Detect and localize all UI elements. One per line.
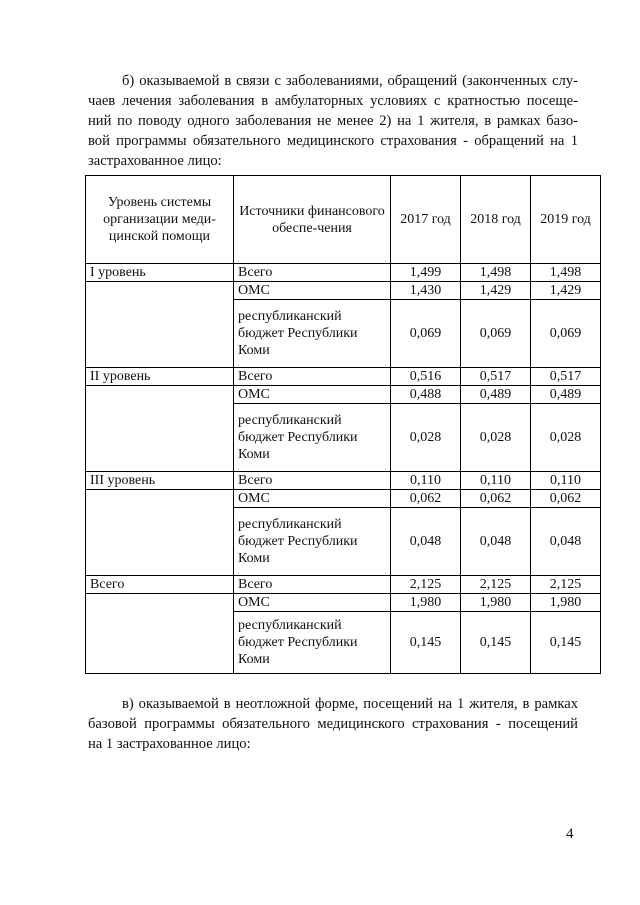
source-cell: республиканский бюджет Республики Коми: [234, 404, 391, 472]
value-2017: 0,145: [391, 612, 461, 674]
value-2017: 0,488: [391, 386, 461, 404]
value-2019: 1,429: [531, 282, 601, 300]
value-2018: 0,517: [461, 368, 531, 386]
value-2019: 0,069: [531, 300, 601, 368]
value-2018: 1,980: [461, 594, 531, 612]
header-2019: 2019 год: [531, 176, 601, 264]
value-2017: 1,980: [391, 594, 461, 612]
source-cell: Всего: [234, 576, 391, 594]
table-row: [86, 594, 601, 612]
value-2018: 0,069: [461, 300, 531, 368]
value-2017: 0,516: [391, 368, 461, 386]
level-cell: I уровень: [86, 264, 234, 282]
header-source: Источники финансового обеспе-чения: [234, 176, 391, 264]
table-row: [86, 368, 601, 386]
value-2018: 0,110: [461, 472, 531, 490]
value-2017: 0,062: [391, 490, 461, 508]
source-cell: Всего: [234, 264, 391, 282]
value-2018: 0,062: [461, 490, 531, 508]
paragraph-b-line: вой программы обязательного медицинского страхования - обращений на 1: [88, 133, 578, 149]
paragraph-c-line: на 1 застрахованное лицо:: [88, 736, 251, 752]
level-cell: II уровень: [86, 368, 234, 386]
level-cell: Всего: [86, 576, 234, 594]
paragraph-c-line: в) оказываемой в неотложной форме, посещений на 1 жителя, в рамках: [122, 696, 578, 712]
level-cell-empty: [86, 594, 234, 674]
value-2019: 0,145: [531, 612, 601, 674]
source-cell: ОМС: [234, 386, 391, 404]
value-2019: 0,110: [531, 472, 601, 490]
table-row: [86, 264, 601, 282]
value-2019: 2,125: [531, 576, 601, 594]
value-2018: 1,429: [461, 282, 531, 300]
value-2017: 1,430: [391, 282, 461, 300]
value-2018: 0,489: [461, 386, 531, 404]
source-cell: Всего: [234, 472, 391, 490]
source-cell: Всего: [234, 368, 391, 386]
coverage-table: [85, 175, 601, 674]
paragraph-b-line: б) оказываемой в связи с заболеваниями, обращений (законченных слу-: [122, 73, 578, 89]
value-2019: 0,517: [531, 368, 601, 386]
table-row: [86, 576, 601, 594]
table-row: [86, 490, 601, 508]
value-2019: 1,980: [531, 594, 601, 612]
source-cell: республиканский бюджет Республики Коми: [234, 300, 391, 368]
value-2018: 2,125: [461, 576, 531, 594]
value-2019: 0,489: [531, 386, 601, 404]
header-2018: 2018 год: [461, 176, 531, 264]
source-cell: республиканский бюджет Республики Коми: [234, 612, 391, 674]
paragraph-c: [88, 694, 578, 754]
level-cell-empty: [86, 282, 234, 368]
source-cell: ОМС: [234, 490, 391, 508]
table-row: [86, 282, 601, 300]
value-2019: 1,498: [531, 264, 601, 282]
paragraph-b-line: ний по поводу одного заболевания не менее 2) на 1 жителя, в рамках базо-: [88, 113, 578, 129]
value-2017: 0,110: [391, 472, 461, 490]
value-2017: 1,499: [391, 264, 461, 282]
value-2019: 0,062: [531, 490, 601, 508]
page-number: 4: [566, 826, 574, 842]
paragraph-c-line: базовой программы обязательного медицинского страхования - посещений: [88, 716, 578, 732]
value-2018: 1,498: [461, 264, 531, 282]
source-cell: ОМС: [234, 282, 391, 300]
value-2017: 0,028: [391, 404, 461, 472]
paragraph-b-line: чаев лечения заболевания в амбулаторных условиях с кратностью посеще-: [88, 93, 578, 109]
table-header-row: [86, 176, 601, 264]
value-2018: 0,048: [461, 508, 531, 576]
value-2019: 0,048: [531, 508, 601, 576]
value-2017: 0,048: [391, 508, 461, 576]
level-cell-empty: [86, 490, 234, 576]
header-level: Уровень системы организации меди-цинской помощи: [86, 176, 234, 264]
header-2017: 2017 год: [391, 176, 461, 264]
value-2017: 0,069: [391, 300, 461, 368]
value-2019: 0,028: [531, 404, 601, 472]
source-cell: ОМС: [234, 594, 391, 612]
level-cell: III уровень: [86, 472, 234, 490]
paragraph-b-line: застрахованное лицо:: [88, 153, 222, 169]
value-2017: 2,125: [391, 576, 461, 594]
level-cell-empty: [86, 386, 234, 472]
value-2018: 0,145: [461, 612, 531, 674]
table-row: [86, 472, 601, 490]
value-2018: 0,028: [461, 404, 531, 472]
table-row: [86, 386, 601, 404]
paragraph-b: [88, 71, 578, 171]
source-cell: республиканский бюджет Республики Коми: [234, 508, 391, 576]
